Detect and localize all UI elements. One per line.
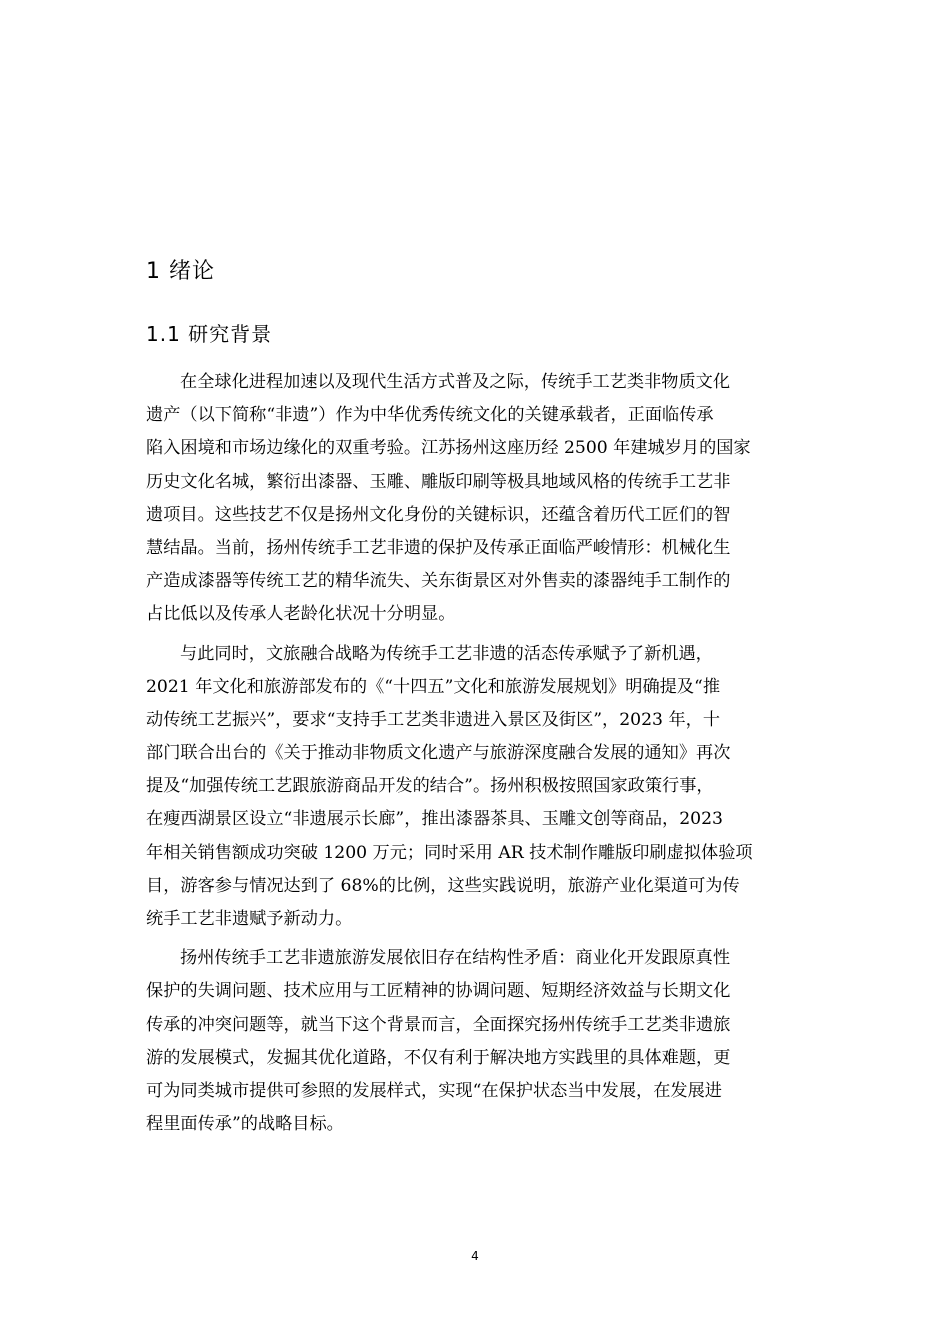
body-text — [146, 366, 812, 1147]
page-number: 4 — [471, 1249, 479, 1263]
text-line: 游的发展模式，发掘其优化道路，不仅有利于解决地方实践里的具体难题，更 — [146, 1047, 731, 1068]
text-line: 保护的失调问题、技术应用与工匠精神的协调问题、短期经济效益与长期文化 — [146, 981, 731, 1002]
paragraph-3 — [146, 942, 812, 1141]
text-line: 与此同时，文旅融合战略为传统手工艺非遗的活态传承赋予了新机遇， — [180, 643, 713, 664]
text-line: 传承的冲突问题等，就当下这个背景而言，全面探究扬州传统手工艺类非遗旅 — [146, 1014, 731, 1035]
text-line: 提及“加强传统工艺跟旅游商品开发的结合”。扬州积极按照国家政策行事， — [146, 776, 714, 797]
paragraph-2 — [146, 638, 812, 937]
text-line: 年相关销售额成功突破 1200 万元；同时采用 AR 技术制作雕版印刷虚拟体验项 — [146, 842, 753, 863]
text-line: 历史文化名城，繁衍出漆器、玉雕、雕版印刷等极具地域风格的传统手工艺非 — [146, 471, 731, 492]
text-line: 扬州传统手工艺非遗旅游发展依旧存在结构性矛盾：商业化开发跟原真性 — [180, 948, 731, 969]
text-line: 占比低以及传承人老龄化状况十分明显。 — [146, 604, 456, 625]
text-line: 2021 年文化和旅游部发布的《“十四五”文化和旅游发展规划》明确提及“推 — [146, 676, 721, 697]
text-line: 动传统工艺振兴”，要求“支持手工艺类非遗进入景区及街区”，2023 年，十 — [146, 709, 721, 730]
text-line: 慧结晶。当前，扬州传统手工艺非遗的保护及传承正面临严峻情形：机械化生 — [146, 537, 731, 558]
text-line: 目，游客参与情况达到了 68%的比例，这些实践说明，旅游产业化渠道可为传 — [146, 875, 740, 896]
section-title: 1.1 研究背景 — [146, 322, 273, 346]
text-line: 产造成漆器等传统工艺的精华流失、关东街景区对外售卖的漆器纯手工制作的 — [146, 571, 731, 592]
text-line: 部门联合出台的《关于推动非物质文化遗产与旅游深度融合发展的通知》再次 — [146, 743, 731, 764]
text-line: 陷入困境和市场边缘化的双重考验。江苏扬州这座历经 2500 年建城岁月的国家 — [146, 438, 751, 459]
text-line: 程里面传承”的战略目标。 — [146, 1114, 344, 1135]
text-line: 统手工艺非遗赋予新动力。 — [146, 909, 353, 929]
paragraph-1 — [146, 366, 812, 632]
text-line: 遗产（以下简称“非遗”）作为中华优秀传统文化的关键承载者，正面临传承 — [146, 405, 714, 426]
chapter-title: 1 绪论 — [146, 259, 215, 284]
text-line: 遗项目。这些技艺不仅是扬州文化身份的关键标识，还蕴含着历代工匠们的智 — [146, 504, 731, 525]
text-line: 在瘦西湖景区设立“非遗展示长廊”，推出漆器茶具、玉雕文创等商品，2023 — [146, 809, 723, 830]
text-line: 在全球化进程加速以及现代生活方式普及之际，传统手工艺类非物质文化 — [180, 372, 731, 392]
text-line: 可为同类城市提供可参照的发展样式，实现“在保护状态当中发展，在发展进 — [146, 1080, 722, 1101]
